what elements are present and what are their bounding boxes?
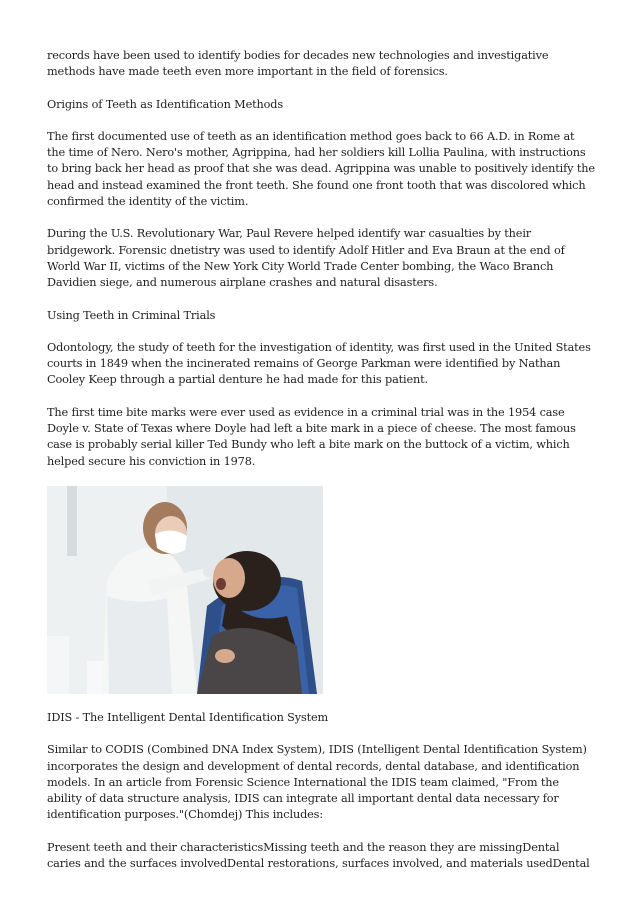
dentist-patient-illustration	[47, 486, 323, 694]
heading-idis: IDIS - The Intelligent Dental Identification System	[47, 710, 329, 724]
paragraph-intro: records have been used to identify bodies for decades new technologies and investigative methods have made teeth even more important in the field of forensics.	[47, 49, 549, 79]
dental-exam-photo	[47, 486, 323, 694]
heading-criminal-trials: Using Teeth in Criminal Trials	[47, 308, 216, 322]
paragraph-revolutionary-war: During the U.S. Revolutionary War, Paul Revere helped identify war casualties by their bridgework. Forensic dnetistry was used to identify Adolf Hitler and Eva Braun at the end of World War II, victims of the New York City World Trade Center bombing, the Waco Branch Davidien siege, and numerous airplane crashes and natural disasters.	[47, 227, 565, 290]
document-page	[47, 48, 595, 872]
paragraph-rome: The first documented use of teeth as an identification method goes back to 66 A.D. in Rome at the time of Nero. Nero's mother, Agrippina, had her soldiers kill Lollia Paulina, with instructions to bring back her head as proof that she was dead. Agrippina was unable to positively identify the head and instead examined the front teeth. She found one front tooth that was discolored which confirmed the identity of the victim.	[47, 129, 595, 209]
paragraph-idis: Similar to CODIS (Combined DNA Index System), IDIS (Intelligent Dental Identification System) incorporates the design and development of dental records, dental database, and identification models. In an article from Forensic Science International the IDIS team claimed, "From the ability of data structure analysis, IDIS can integrate all important dental data necessary for identification purposes."(Chomdej) This includes:	[47, 743, 587, 822]
paragraph-bite-marks: The first time bite marks were ever used as evidence in a criminal trial was in the 1954 case Doyle v. State of Texas where Doyle had left a bite mark in a piece of cheese. The most famous case is probably serial killer Ted Bundy who left a bite mark on the buttock of a victim, which helped secure his conviction in 1978.	[47, 405, 576, 468]
paragraph-odontology: Odontology, the study of teeth for the investigation of identity, was first used in the United States courts in 1849 when the incinerated remains of George Parkman were identified by Nathan Cooley Keep through a partial denture he had made for this patient.	[47, 340, 591, 387]
heading-origins: Origins of Teeth as Identification Methods	[47, 97, 283, 111]
paragraph-includes-list: Present teeth and their characteristicsMissing teeth and the reason they are missingDental caries and the surfaces involvedDental restorations, surfaces involved, and materials usedDental	[47, 840, 590, 871]
